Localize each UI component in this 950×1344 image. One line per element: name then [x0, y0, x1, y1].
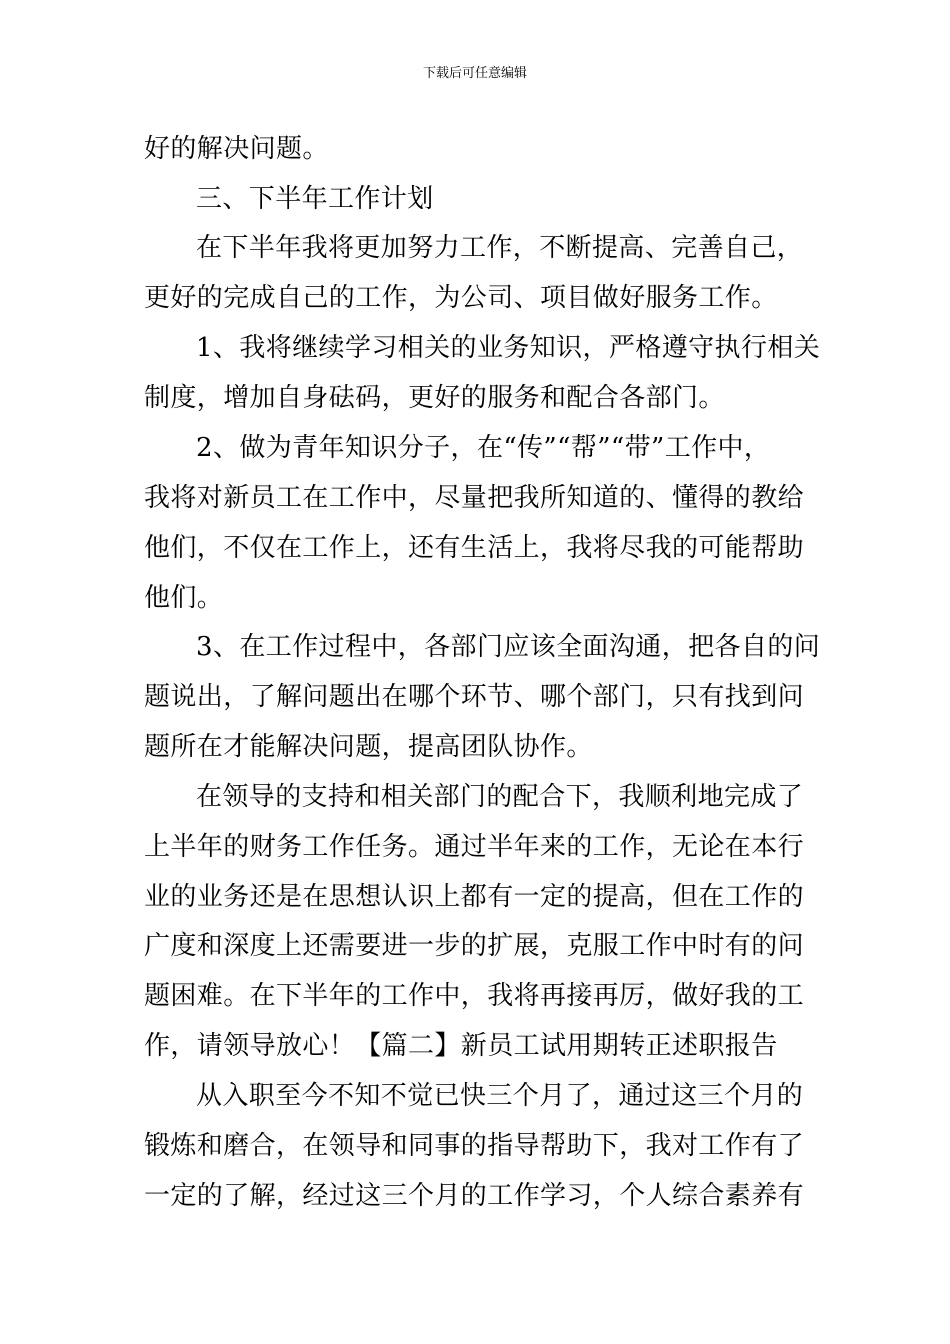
text-line: 一定的了解，经过这三个月的工作学习，个人综合素养有: [144, 1181, 805, 1211]
text-line: 1、我将继续学习相关的业务知识，严格遵守执行相关: [196, 333, 821, 363]
section-heading: 三、下半年工作计划: [196, 184, 434, 214]
text-line: 题困难。在下半年的工作中，我将再接再厉，做好我的工: [144, 981, 805, 1011]
text-line: 好的解决问题。: [144, 134, 329, 164]
text-line: 上半年的财务工作任务。通过半年来的工作，无论在本行: [144, 832, 805, 862]
text-line: 题所在才能解决问题，提高团队协作。: [144, 732, 593, 762]
text-line: 我将对新员工在工作中，尽量把我所知道的、懂得的教给: [144, 483, 805, 513]
text-line: 锻炼和磨合，在领导和同事的指导帮助下，我对工作有了: [144, 1131, 805, 1161]
text-line: 在下半年我将更加努力工作，不断提高、完善自己，: [196, 233, 804, 263]
text-line: 更好的完成自己的工作，为公司、项目做好服务工作。: [144, 283, 778, 313]
text-line: 3、在工作过程中，各部门应该全面沟通，把各自的问: [196, 632, 821, 662]
text-line: 业的业务还是在思想认识上都有一定的提高，但在工作的: [144, 882, 805, 912]
text-line: 题说出，了解问题出在哪个环节、哪个部门，只有找到问: [144, 682, 805, 712]
text-line: 在领导的支持和相关部门的配合下，我顺利地完成了: [196, 782, 804, 812]
page-header: 下载后可任意编辑: [422, 66, 527, 81]
text-line: 广度和深度上还需要进一步的扩展，克服工作中时有的问: [144, 931, 805, 961]
text-line: 2、做为青年知识分子，在“传”“帮”“带”工作中，: [196, 433, 771, 463]
text-line: 他们。: [144, 583, 224, 613]
text-line: 他们，不仅在工作上，还有生活上，我将尽我的可能帮助: [144, 533, 805, 563]
text-line: 作，请领导放心！【篇二】新员工试用期转正述职报告: [144, 1031, 778, 1061]
text-line: 制度，增加自身砝码，更好的服务和配合各部门。: [144, 383, 725, 413]
text-line: 从入职至今不知不觉已快三个月了，通过这三个月的: [196, 1081, 804, 1111]
